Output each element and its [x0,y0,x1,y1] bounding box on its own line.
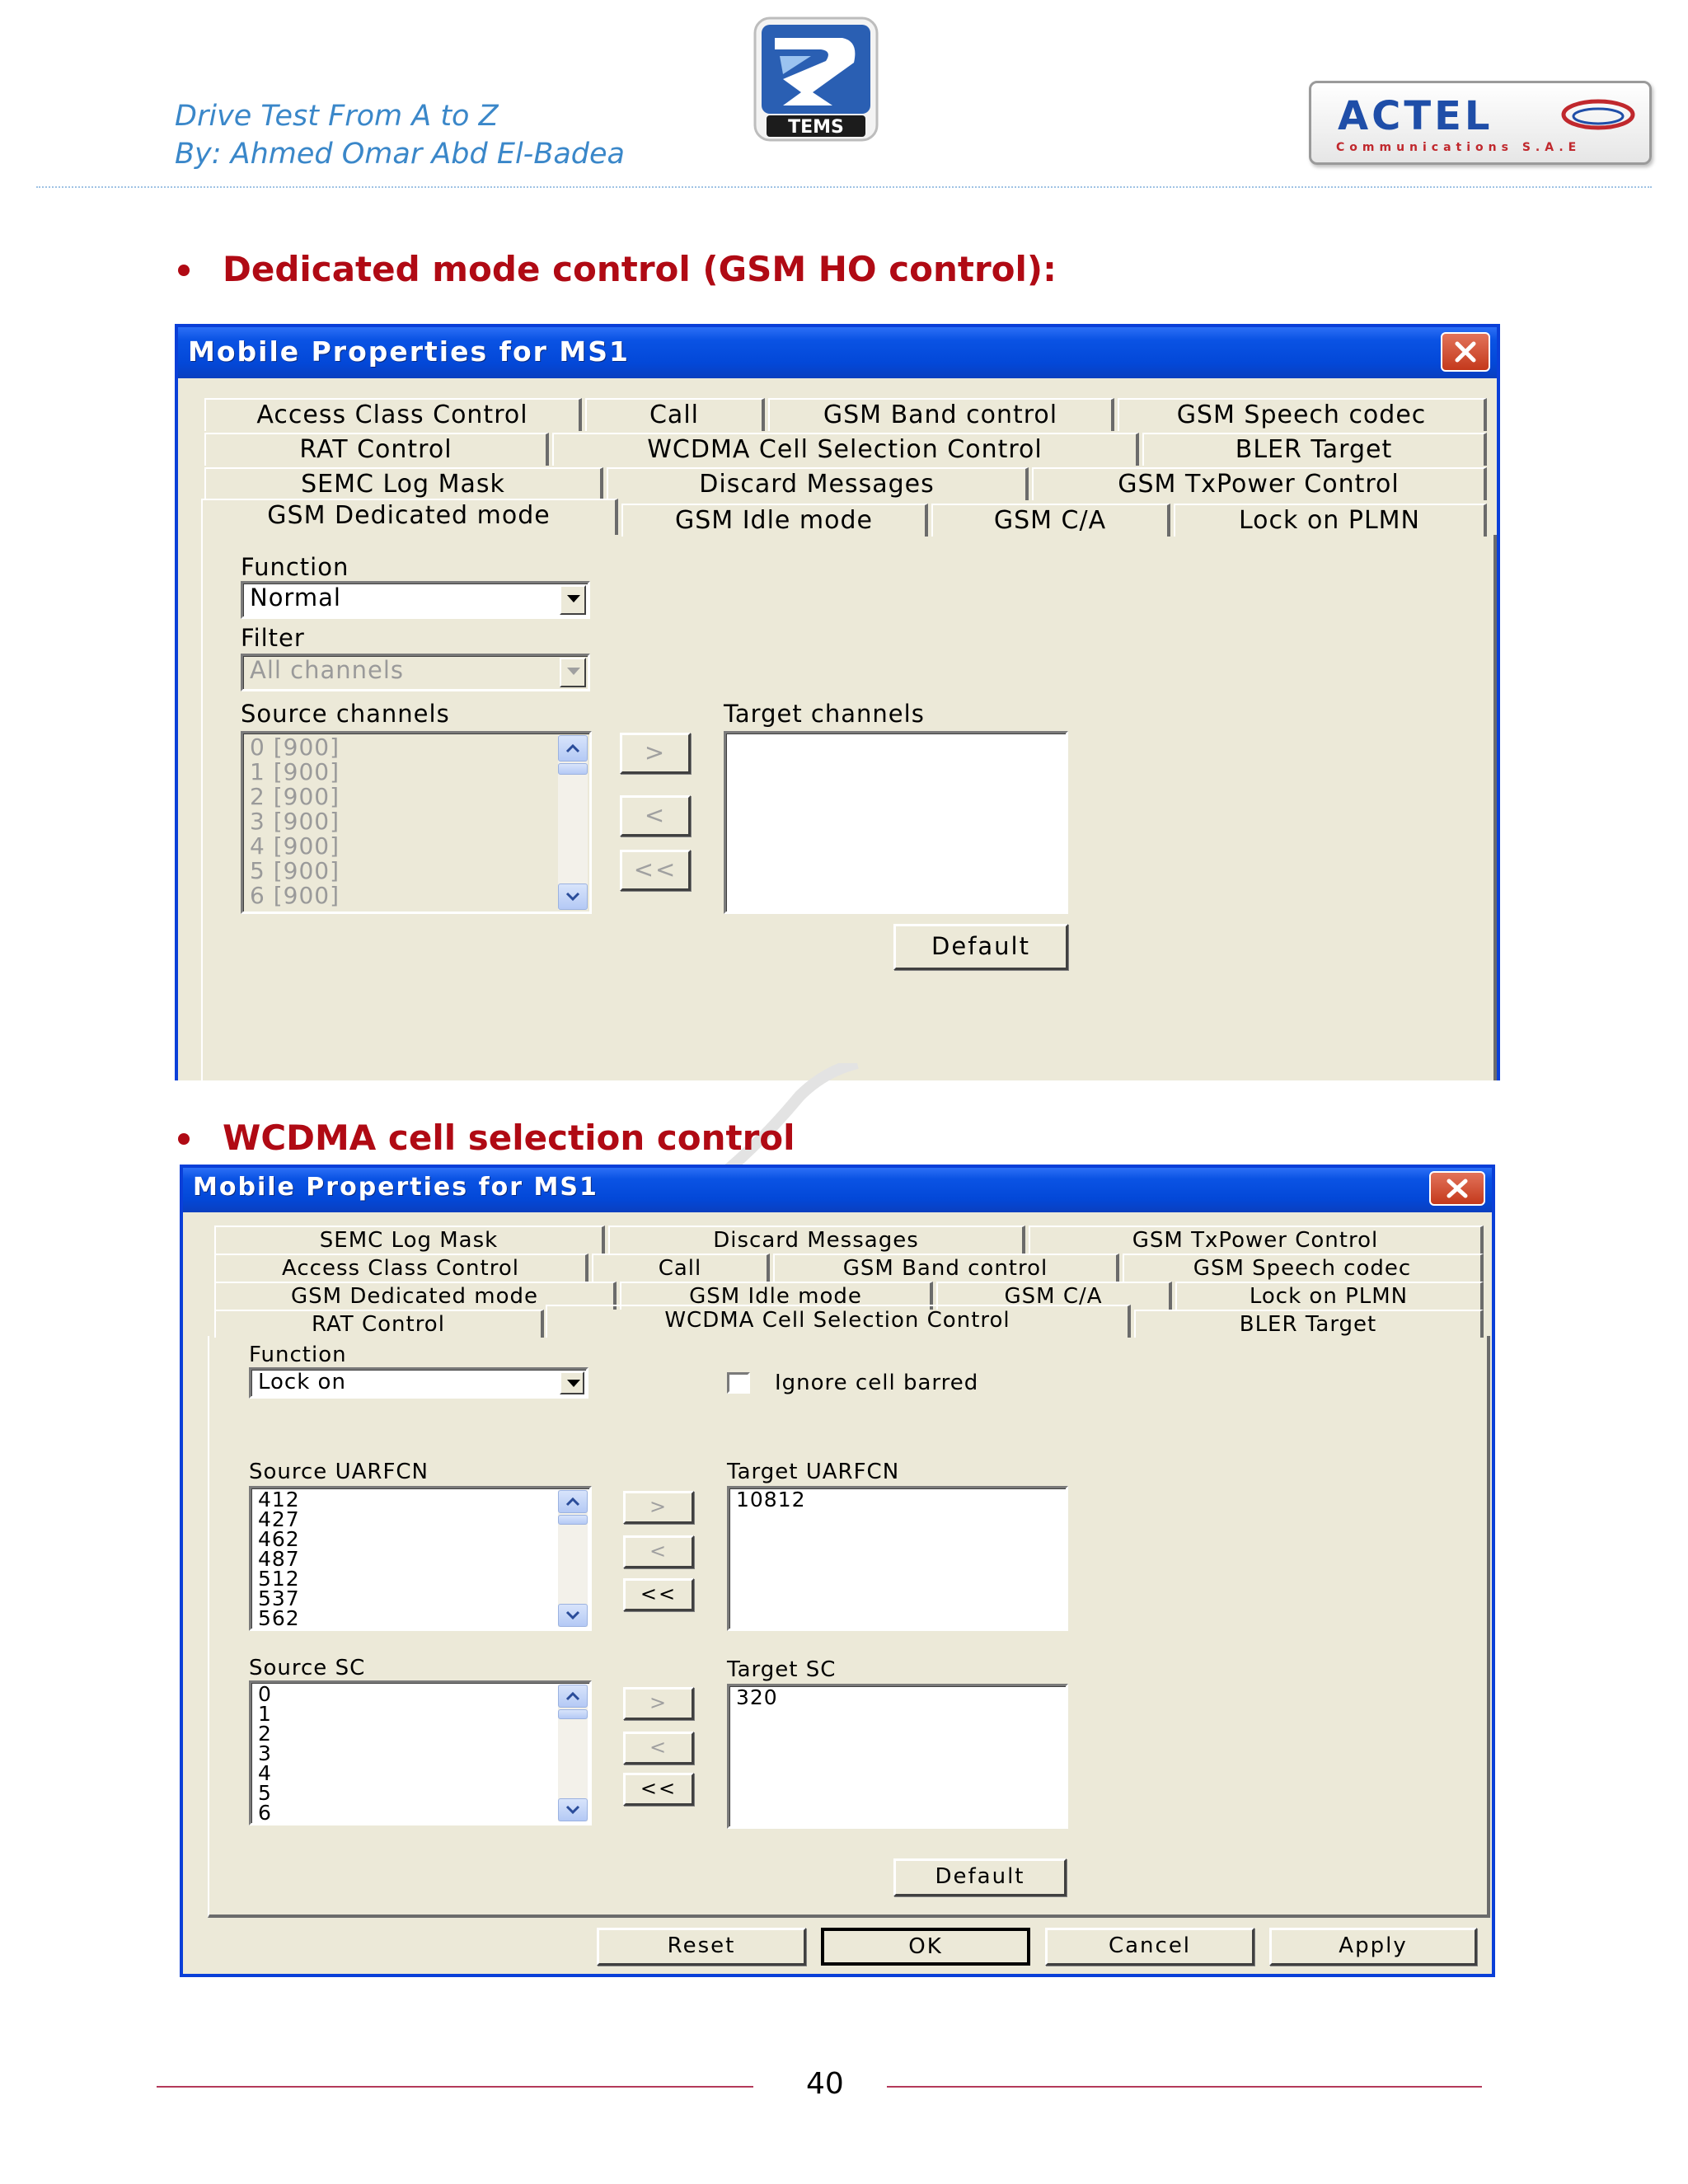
chevron-up-icon [565,743,580,754]
ok-button[interactable]: OK [821,1928,1030,1966]
reset-button[interactable]: Reset [597,1928,806,1966]
target-uarfcn-list[interactable] [727,1486,1068,1631]
scroll-thumb[interactable] [558,1709,588,1719]
list-item[interactable]: 320 [736,1685,778,1709]
section-heading-text: WCDMA cell selection control [223,1118,795,1158]
target-channels-list[interactable] [724,731,1068,914]
list-item[interactable]: 5 [258,1781,272,1805]
tab-lock-on-plmn[interactable]: Lock on PLMN [1174,504,1487,537]
document-header-text [175,97,625,173]
tab-wcdma-cell-selection-control[interactable]: WCDMA Cell Selection Control [552,433,1139,466]
mobile-properties-dialog-wcdma [180,1165,1495,1977]
scroll-down-button[interactable] [558,883,588,910]
tems-logo-text: TEMS [788,117,844,138]
list-item[interactable]: 562 [258,1606,300,1630]
ignore-cell-barred-label: Ignore cell barred [775,1371,979,1395]
function-label: Function [241,553,349,581]
tab-semc-log-mask[interactable]: SEMC Log Mask [204,467,603,500]
chevron-up-icon [565,1496,580,1507]
actel-logo-text: ACTEL [1338,93,1493,139]
footer-rule-right [887,2086,1482,2088]
function-select-dropdown[interactable] [560,585,586,615]
remove-sc-button[interactable]: < [623,1732,694,1765]
list-item[interactable]: 487 [258,1547,300,1571]
list-item[interactable]: 6 [258,1801,272,1825]
scroll-up-button[interactable] [558,1490,588,1513]
list-item[interactable]: 1 [258,1702,272,1726]
remove-channel-button[interactable]: < [620,795,691,837]
list-item[interactable]: 4 [900] [250,832,340,860]
chevron-down-icon [565,1804,580,1816]
close-button[interactable] [1441,332,1490,372]
remove-all-sc-button[interactable]: << [623,1773,694,1806]
tab-access-class-control[interactable]: Access Class Control [214,1254,588,1282]
tab-gsm-idle-mode[interactable]: GSM Idle mode [621,504,928,537]
close-icon [1454,340,1477,363]
list-item[interactable]: 2 [258,1722,272,1746]
filter-label: Filter [241,624,305,652]
tab-gsm-speech-codec[interactable]: GSM Speech codec [1123,1254,1484,1282]
list-item[interactable]: 6 [900] [250,882,340,909]
section-heading-dedicated-mode [223,249,1057,290]
document-author: By: Ahmed Omar Abd El-Badea [175,138,625,171]
chevron-up-icon [565,1690,580,1702]
tab-gsm-ca[interactable]: GSM C/A [936,1282,1172,1310]
tab-access-class-control[interactable]: Access Class Control [204,398,582,431]
source-channels-list[interactable] [241,731,592,914]
add-uarfcn-button[interactable]: > [623,1491,694,1524]
list-item[interactable]: 462 [258,1527,300,1551]
function-label: Function [249,1343,347,1367]
tab-semc-log-mask[interactable]: SEMC Log Mask [214,1226,605,1254]
list-item[interactable]: 412 [258,1488,300,1511]
tab-bler-target[interactable]: BLER Target [1142,433,1487,466]
tab-gsm-dedicated-mode[interactable]: GSM Dedicated mode [201,499,618,535]
close-button[interactable] [1429,1171,1485,1206]
vertical-scrollbar[interactable] [558,1490,588,1627]
source-channels-label: Source channels [241,700,450,728]
list-item[interactable]: 10812 [736,1488,806,1511]
function-select[interactable] [249,1367,588,1399]
chevron-down-icon [565,891,580,902]
cancel-button[interactable]: Cancel [1045,1928,1254,1966]
target-uarfcn-label: Target UARFCN [727,1460,900,1484]
chevron-down-icon [565,1610,580,1621]
tab-discard-messages[interactable]: Discard Messages [608,1226,1025,1254]
tab-call[interactable]: Call [585,398,765,431]
tab-gsm-band-control[interactable]: GSM Band control [768,398,1114,431]
ignore-cell-barred-checkbox[interactable] [727,1372,750,1394]
tab-rat-control[interactable]: RAT Control [214,1310,544,1338]
target-channels-label: Target channels [724,700,925,728]
list-item[interactable]: 4 [258,1761,272,1785]
tab-gsm-idle-mode[interactable]: GSM Idle mode [620,1282,933,1310]
source-sc-list[interactable] [249,1680,592,1825]
function-select[interactable] [241,581,590,619]
add-sc-button[interactable]: > [623,1687,694,1720]
list-item[interactable]: 0 [258,1682,272,1706]
function-select-value: Lock on [258,1370,346,1394]
dialog-title: Mobile Properties for MS1 [193,1173,598,1202]
remove-uarfcn-button[interactable]: < [623,1535,694,1568]
page-number: 40 [806,2067,844,2101]
dialog-titlebar [178,327,1497,378]
actel-logo [1309,81,1652,165]
chevron-down-icon [567,668,580,676]
bullet-icon [178,265,190,276]
tab-wcdma-cell-selection-control[interactable]: WCDMA Cell Selection Control [546,1305,1131,1338]
add-channel-button[interactable]: > [620,733,691,774]
chevron-down-icon [567,1380,580,1388]
target-sc-list[interactable] [727,1684,1068,1829]
tab-lock-on-plmn[interactable]: Lock on PLMN [1175,1282,1484,1310]
tab-bler-target[interactable]: BLER Target [1134,1310,1484,1338]
tab-gsm-speech-codec[interactable]: GSM Speech codec [1118,398,1487,431]
tab-gsm-txpower-control[interactable]: GSM TxPower Control [1029,1226,1484,1254]
tab-gsm-ca[interactable]: GSM C/A [931,504,1170,537]
list-item[interactable]: 427 [258,1507,300,1531]
list-item[interactable]: 1 [900] [250,758,340,785]
mobile-properties-dialog-gsm [175,324,1500,1080]
footer-rule-left [157,2086,753,2088]
source-sc-label: Source SC [249,1656,366,1680]
tab-gsm-band-control[interactable]: GSM Band control [773,1254,1119,1282]
scroll-up-button[interactable] [558,735,588,762]
scroll-up-button[interactable] [558,1685,588,1708]
tems-logo [750,13,882,145]
bullet-icon [178,1133,190,1145]
tab-call[interactable]: Call [592,1254,770,1282]
tab-rat-control[interactable]: RAT Control [204,433,549,466]
scroll-thumb[interactable] [558,1515,588,1525]
list-item[interactable]: 5 [900] [250,857,340,884]
tab-gsm-dedicated-mode[interactable]: GSM Dedicated mode [214,1282,617,1310]
apply-button[interactable]: Apply [1269,1928,1477,1966]
scroll-thumb[interactable] [558,763,588,775]
source-uarfcn-list[interactable] [249,1486,592,1631]
function-select-value: Normal [250,583,341,612]
section-heading-text: Dedicated mode control (GSM HO control): [223,249,1057,289]
scroll-down-button[interactable] [558,1604,588,1627]
vertical-scrollbar[interactable] [558,1685,588,1821]
filter-select [241,654,590,691]
document-title: Drive Test From A to Z [175,100,499,133]
scroll-down-button[interactable] [558,1798,588,1821]
tab-gsm-txpower-control[interactable]: GSM TxPower Control [1032,467,1487,500]
dialog-titlebar [183,1168,1492,1212]
list-item[interactable]: 537 [258,1586,300,1610]
list-item[interactable]: 0 [900] [250,733,340,761]
target-sc-label: Target SC [727,1657,837,1682]
actel-logo-subtext: Communications S.A.E [1336,141,1582,154]
default-button[interactable]: Default [893,924,1068,970]
default-button[interactable]: Default [893,1858,1067,1896]
filter-select-value: All channels [250,656,405,684]
function-select-dropdown[interactable] [560,1371,584,1394]
remove-all-channels-button[interactable]: << [620,850,691,891]
list-item[interactable]: 3 [900] [250,808,340,835]
chevron-down-icon [567,595,580,603]
section-heading-wcdma-cell-selection [223,1118,795,1159]
actel-swoosh-icon [1559,91,1638,141]
source-uarfcn-label: Source UARFCN [249,1460,429,1484]
tems-logo-graphic [750,13,882,145]
close-icon [1446,1179,1469,1198]
header-divider [36,186,1652,188]
remove-all-uarfcn-button[interactable]: << [623,1578,694,1611]
list-item[interactable]: 2 [900] [250,783,340,810]
filter-select-dropdown [560,658,586,687]
tab-discard-messages[interactable]: Discard Messages [607,467,1029,500]
vertical-scrollbar[interactable] [558,735,588,910]
dialog-title: Mobile Properties for MS1 [188,335,630,368]
list-item[interactable]: 512 [258,1567,300,1591]
list-item[interactable]: 3 [258,1741,272,1765]
